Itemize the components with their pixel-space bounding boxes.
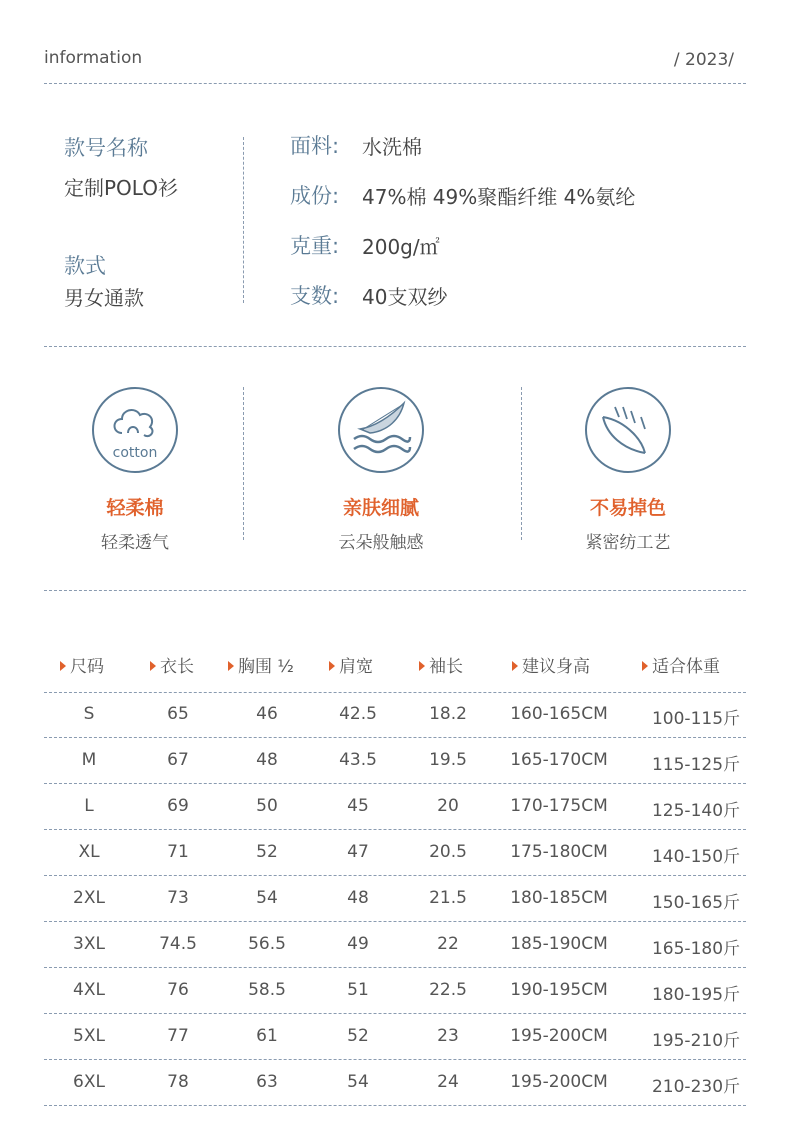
info-vertical-divider (243, 137, 244, 303)
feature-title: 不易掉色 (589, 497, 666, 519)
table-cell: 115-125斤 (651, 755, 741, 775)
header-height: 建议身高 (512, 652, 590, 677)
table-cell: 18.2 (429, 704, 467, 724)
feature-colorfast (528, 387, 728, 553)
header-year: / 2023/ (673, 50, 734, 70)
divider-top (44, 83, 746, 84)
table-row (44, 968, 746, 1014)
table-cell: 20.5 (429, 842, 467, 862)
table-cell: 74.5 (159, 934, 197, 954)
table-cell: 47 (347, 842, 369, 862)
table-cell: 19.5 (429, 750, 467, 770)
table-cell: 22 (437, 934, 459, 954)
table-cell: 63 (256, 1072, 278, 1092)
table-cell: S (83, 704, 95, 724)
table-cell: 45 (347, 796, 369, 816)
table-cell: 23 (437, 1026, 459, 1046)
yarn-count-label: 支数: (290, 284, 340, 308)
header-info-label: information (44, 48, 143, 68)
table-cell: 71 (167, 842, 189, 862)
table-cell: XL (78, 842, 100, 862)
svg-text:cotton: cotton (112, 445, 158, 461)
feature-title: 轻柔棉 (106, 497, 164, 519)
divider-features (44, 590, 746, 591)
table-cell: 195-210斤 (651, 1031, 741, 1051)
feature-subtitle: 云朵般触感 (338, 533, 424, 553)
yarn-count-value: 40支双纱 (362, 285, 448, 309)
composition-value: 47%棉 49%聚酯纤维 4%氨纶 (362, 185, 636, 209)
table-row (44, 692, 746, 738)
table-cell: 175-180CM (510, 842, 608, 862)
table-cell: 49 (347, 934, 369, 954)
triangle-marker-icon (419, 661, 425, 671)
table-cell: 165-170CM (510, 750, 608, 770)
table-cell: 61 (256, 1026, 278, 1046)
feather-icon (338, 387, 424, 473)
divider-info (44, 346, 746, 347)
triangle-marker-icon (60, 661, 66, 671)
table-cell: 21.5 (429, 888, 467, 908)
table-cell: 50 (256, 796, 278, 816)
table-cell: 56.5 (248, 934, 286, 954)
table-cell: 52 (256, 842, 278, 862)
table-cell: L (84, 796, 94, 816)
table-row (44, 738, 746, 784)
feature-skin-friendly (281, 387, 481, 553)
table-cell: 48 (347, 888, 369, 908)
size-table-header (44, 652, 746, 682)
header-length: 衣长 (150, 652, 194, 677)
table-cell: 4XL (73, 980, 105, 1000)
table-cell: 76 (167, 980, 189, 1000)
table-cell: 165-180斤 (651, 939, 741, 959)
composition-label: 成份: (290, 184, 340, 208)
triangle-marker-icon (642, 661, 648, 671)
feature-divider-1 (243, 387, 244, 540)
table-cell: 54 (256, 888, 278, 908)
table-divider (44, 1105, 746, 1106)
table-cell: 73 (167, 888, 189, 908)
table-row (44, 876, 746, 922)
table-cell: 195-200CM (510, 1072, 608, 1092)
feature-subtitle: 轻柔透气 (101, 533, 169, 553)
table-cell: 22.5 (429, 980, 467, 1000)
table-cell: 140-150斤 (651, 847, 741, 867)
table-cell: 67 (167, 750, 189, 770)
feature-soft-cotton (35, 387, 235, 553)
table-cell: 190-195CM (510, 980, 608, 1000)
header-shoulder: 肩宽 (329, 652, 373, 677)
table-row (44, 784, 746, 830)
triangle-marker-icon (512, 661, 518, 671)
table-row (44, 922, 746, 968)
feature-subtitle: 紧密纺工艺 (585, 533, 671, 553)
table-cell: 125-140斤 (651, 801, 741, 821)
table-cell: 5XL (73, 1026, 105, 1046)
table-cell: 20 (437, 796, 459, 816)
weight-label: 克重: (290, 234, 340, 258)
table-cell: 210-230斤 (651, 1077, 741, 1097)
table-cell: 43.5 (339, 750, 377, 770)
table-cell: 6XL (73, 1072, 105, 1092)
table-cell: 65 (167, 704, 189, 724)
table-cell: 185-190CM (510, 934, 608, 954)
style-no-label: 款号名称 (64, 136, 148, 160)
table-cell: 180-195斤 (651, 985, 741, 1005)
table-cell: 78 (167, 1072, 189, 1092)
feature-divider-2 (521, 387, 522, 540)
table-cell: 150-165斤 (651, 893, 741, 913)
table-cell: 42.5 (339, 704, 377, 724)
table-row (44, 1014, 746, 1060)
header-chest: 胸围 ½ (228, 652, 294, 677)
cotton-icon (92, 387, 178, 473)
style-value: 男女通款 (64, 286, 144, 310)
table-cell: 77 (167, 1026, 189, 1046)
header-size: 尺码 (60, 652, 104, 677)
table-cell: 48 (256, 750, 278, 770)
table-cell: 2XL (73, 888, 105, 908)
feature-title: 亲肤细腻 (342, 497, 419, 519)
table-cell: 58.5 (248, 980, 286, 1000)
table-cell: 195-200CM (510, 1026, 608, 1046)
table-cell: M (81, 750, 97, 770)
table-row (44, 1060, 746, 1106)
table-cell: 180-185CM (510, 888, 608, 908)
table-cell: 69 (167, 796, 189, 816)
weight-value: 200g/㎡ (362, 235, 440, 259)
table-cell: 100-115斤 (651, 709, 741, 729)
table-cell: 54 (347, 1072, 369, 1092)
triangle-marker-icon (329, 661, 335, 671)
table-cell: 24 (437, 1072, 459, 1092)
style-label: 款式 (64, 254, 106, 278)
table-cell: 52 (347, 1026, 369, 1046)
table-cell: 3XL (73, 934, 105, 954)
fabric-value: 水洗棉 (362, 135, 422, 159)
header-sleeve: 袖长 (419, 652, 463, 677)
triangle-marker-icon (228, 661, 234, 671)
table-cell: 51 (347, 980, 369, 1000)
table-cell: 170-175CM (510, 796, 608, 816)
table-cell: 160-165CM (510, 704, 608, 724)
fabric-icon (585, 387, 671, 473)
header-weight: 适合体重 (642, 652, 720, 677)
style-no-value: 定制POLO衫 (64, 176, 178, 200)
triangle-marker-icon (150, 661, 156, 671)
table-row (44, 830, 746, 876)
table-cell: 46 (256, 704, 278, 724)
fabric-label: 面料: (290, 134, 340, 158)
